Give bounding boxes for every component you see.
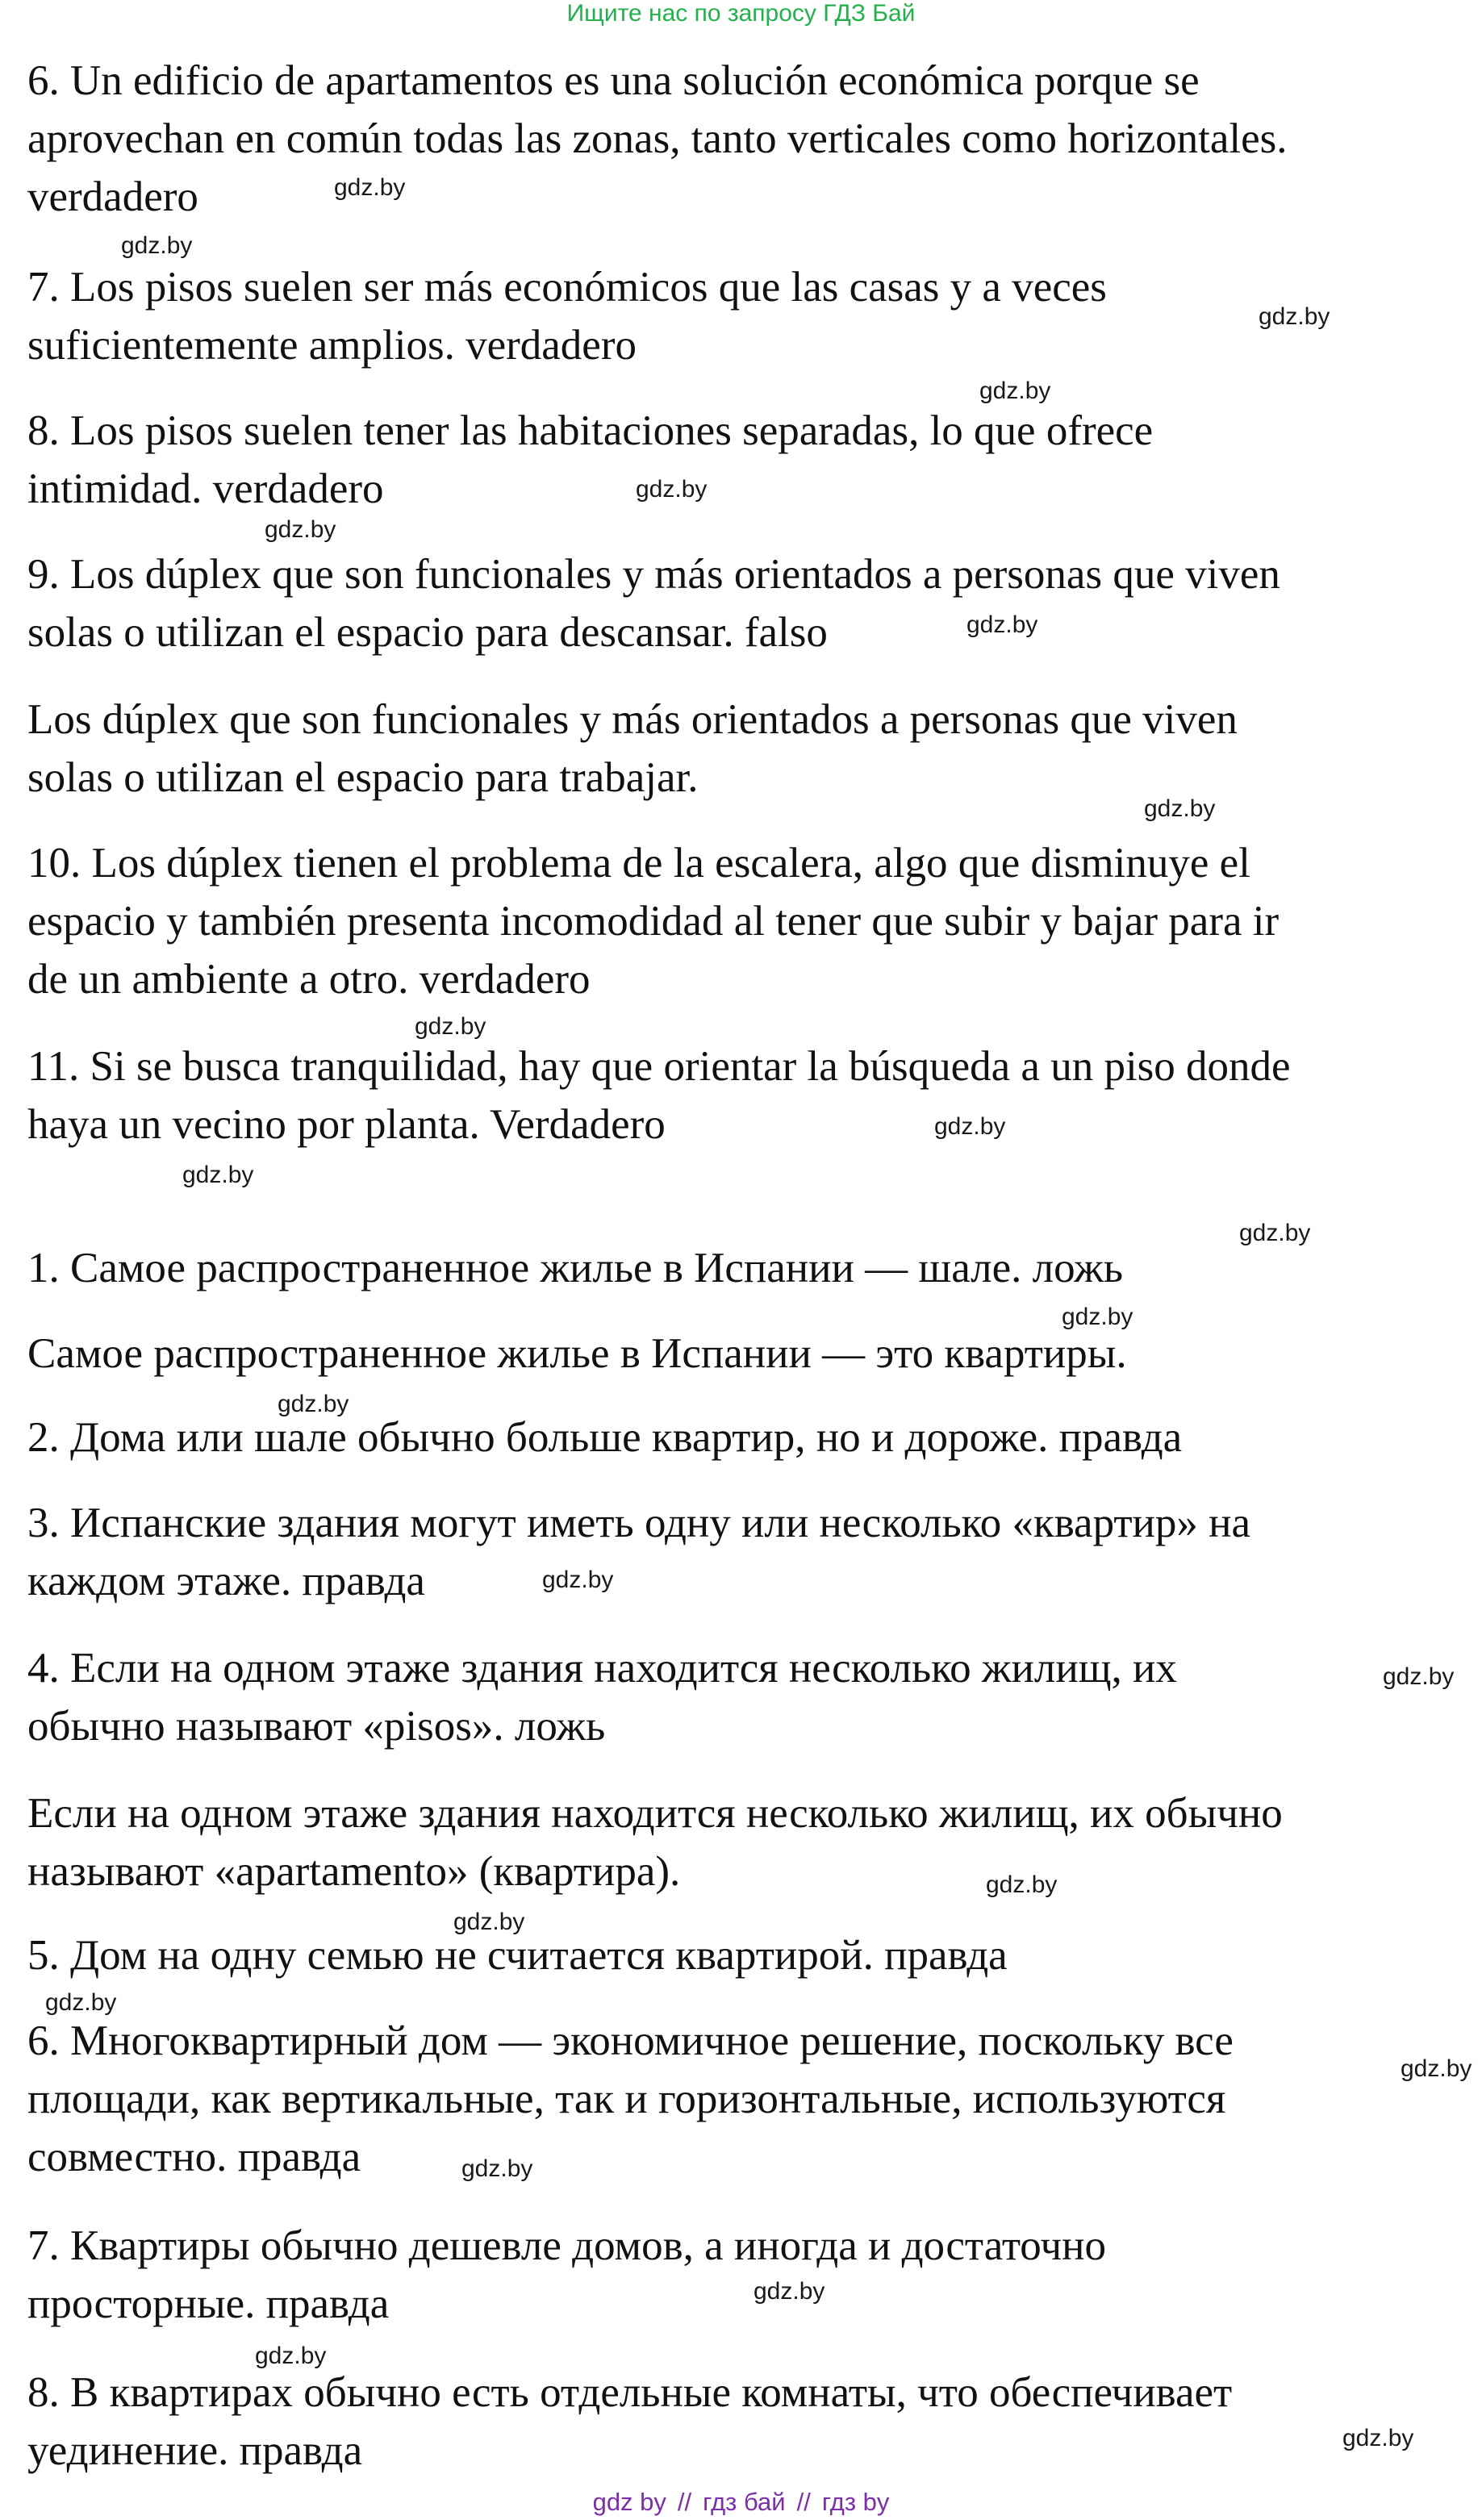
footer-separator: // xyxy=(796,2488,811,2516)
text-line: 4. Если на одном этаже здания находится несколько жилищ, их xyxy=(27,1645,1177,1692)
statement-ru-2 xyxy=(27,1408,1182,1467)
footer-separator: // xyxy=(677,2488,692,2516)
watermark: gdz.by xyxy=(255,2343,327,2369)
text-line: называют «apartamento» (квартира). xyxy=(27,1848,681,1895)
watermark: gdz.by xyxy=(1259,303,1330,330)
statement-es-9 xyxy=(27,545,1280,661)
watermark: gdz.by xyxy=(979,378,1051,404)
correction-ru-4 xyxy=(27,1784,1283,1900)
text-line: просторные. правда xyxy=(27,2280,390,2327)
statement-es-7 xyxy=(27,258,1107,374)
text-line: площади, как вертикальные, так и горизонтальные, используются xyxy=(27,2076,1226,2122)
statement-ru-8 xyxy=(27,2364,1232,2480)
text-line: 10. Los dúplex tienen el problema de la escalera, algo que disminuye el xyxy=(27,840,1250,887)
text-line: 3. Испанские здания могут иметь одну или несколько «квартир» на xyxy=(27,1500,1251,1546)
watermark: gdz.by xyxy=(1239,1220,1311,1246)
correction-es-9 xyxy=(27,690,1238,807)
statement-ru-7 xyxy=(27,2217,1106,2333)
watermark: gdz.by xyxy=(1144,795,1216,822)
watermark: gdz.by xyxy=(1342,2425,1414,2451)
watermark: gdz.by xyxy=(278,1391,349,1417)
text-line: verdadero xyxy=(27,173,198,220)
statement-ru-1 xyxy=(27,1239,1123,1297)
text-line: Los dúplex que son funcionales y más orientados a personas que viven xyxy=(27,696,1238,743)
correction-ru-1 xyxy=(27,1325,1127,1383)
text-line: уединение. правда xyxy=(27,2427,363,2474)
watermark: gdz.by xyxy=(542,1567,614,1593)
footer-link[interactable]: гдз бай xyxy=(703,2488,786,2516)
text-line: Самое распространенное жилье в Испании — это квартиры. xyxy=(27,1330,1127,1377)
text-line: 8. В квартирах обычно есть отдельные комнаты, что обеспечивает xyxy=(27,2369,1233,2416)
watermark: gdz.by xyxy=(415,1013,486,1040)
watermark: gdz.by xyxy=(636,476,708,503)
footer-link[interactable]: gdz by xyxy=(592,2488,666,2516)
statement-es-8 xyxy=(27,402,1153,518)
watermark: gdz.by xyxy=(265,516,336,543)
text-line: espacio y también presenta incomodidad al tener que subir y bajar para ir xyxy=(27,898,1280,945)
watermark: gdz.by xyxy=(334,174,406,201)
watermark: gdz.by xyxy=(461,2155,533,2182)
header-search-link[interactable]: Ищите нас по запросу ГДЗ Бай xyxy=(566,0,916,27)
text-line: 2. Дома или шале обычно больше квартир, но и дороже. правда xyxy=(27,1414,1183,1461)
text-line: 9. Los dúplex que son funcionales y más orientados a personas que viven xyxy=(27,551,1280,598)
watermark: gdz.by xyxy=(1401,2055,1472,2082)
watermark: gdz.by xyxy=(453,1909,525,1935)
text-line: solas o utilizan el espacio para descansar. falso xyxy=(27,609,828,656)
text-line: 8. Los pisos suelen tener las habitaciones separadas, lo que ofrece xyxy=(27,407,1154,454)
watermark: gdz.by xyxy=(934,1113,1006,1140)
text-line: intimidad. verdadero xyxy=(27,465,384,512)
text-line: 11. Si se busca tranquilidad, hay que orientar la búsqueda a un piso donde xyxy=(27,1043,1291,1090)
text-line: haya un vecino por planta. Verdadero xyxy=(27,1101,666,1148)
text-line: de un ambiente a otro. verdadero xyxy=(27,956,591,1003)
text-line: 5. Дом на одну семью не считается квартирой. правда xyxy=(27,1932,1008,1979)
text-line: каждом этаже. правда xyxy=(27,1558,425,1604)
watermark: gdz.by xyxy=(986,1871,1058,1898)
text-line: Если на одном этаже здания находится несколько жилищ, их обычно xyxy=(27,1790,1283,1837)
statement-ru-6 xyxy=(27,2012,1234,2186)
statement-ru-3 xyxy=(27,1494,1250,1610)
statement-es-6 xyxy=(27,52,1287,226)
watermark: gdz.by xyxy=(1383,1663,1455,1690)
statement-es-11 xyxy=(27,1037,1291,1154)
text-line: совместно. правда xyxy=(27,2134,361,2180)
statement-ru-4 xyxy=(27,1639,1177,1755)
text-line: suficientemente amplios. verdadero xyxy=(27,322,637,369)
text-line: solas o utilizan el espacio para trabajar. xyxy=(27,754,699,801)
text-line: 7. Квартиры обычно дешевле домов, а иногда и достаточно xyxy=(27,2222,1106,2269)
text-line: 1. Самое распространенное жилье в Испании — шале. ложь xyxy=(27,1245,1124,1291)
text-line: 6. Un edificio de apartamentos es una solución económica porque se xyxy=(27,57,1200,104)
text-line: aprovechan en común todas las zonas, tanto verticales como horizontales. xyxy=(27,115,1288,162)
text-line: обычно называют «pisos». ложь xyxy=(27,1703,606,1750)
text-line: 7. Los pisos suelen ser más económicos que las casas y a veces xyxy=(27,264,1107,311)
text-line: 6. Многоквартирный дом — экономичное решение, поскольку все xyxy=(27,2017,1234,2064)
watermark: gdz.by xyxy=(754,2278,825,2305)
watermark: gdz.by xyxy=(182,1162,254,1188)
watermark: gdz.by xyxy=(45,1989,117,2016)
statement-es-10 xyxy=(27,834,1279,1008)
watermark: gdz.by xyxy=(121,232,193,259)
footer-links xyxy=(0,2488,1482,2517)
watermark: gdz.by xyxy=(966,611,1038,638)
footer-link[interactable]: гдз by xyxy=(821,2488,890,2516)
watermark: gdz.by xyxy=(1062,1304,1133,1330)
